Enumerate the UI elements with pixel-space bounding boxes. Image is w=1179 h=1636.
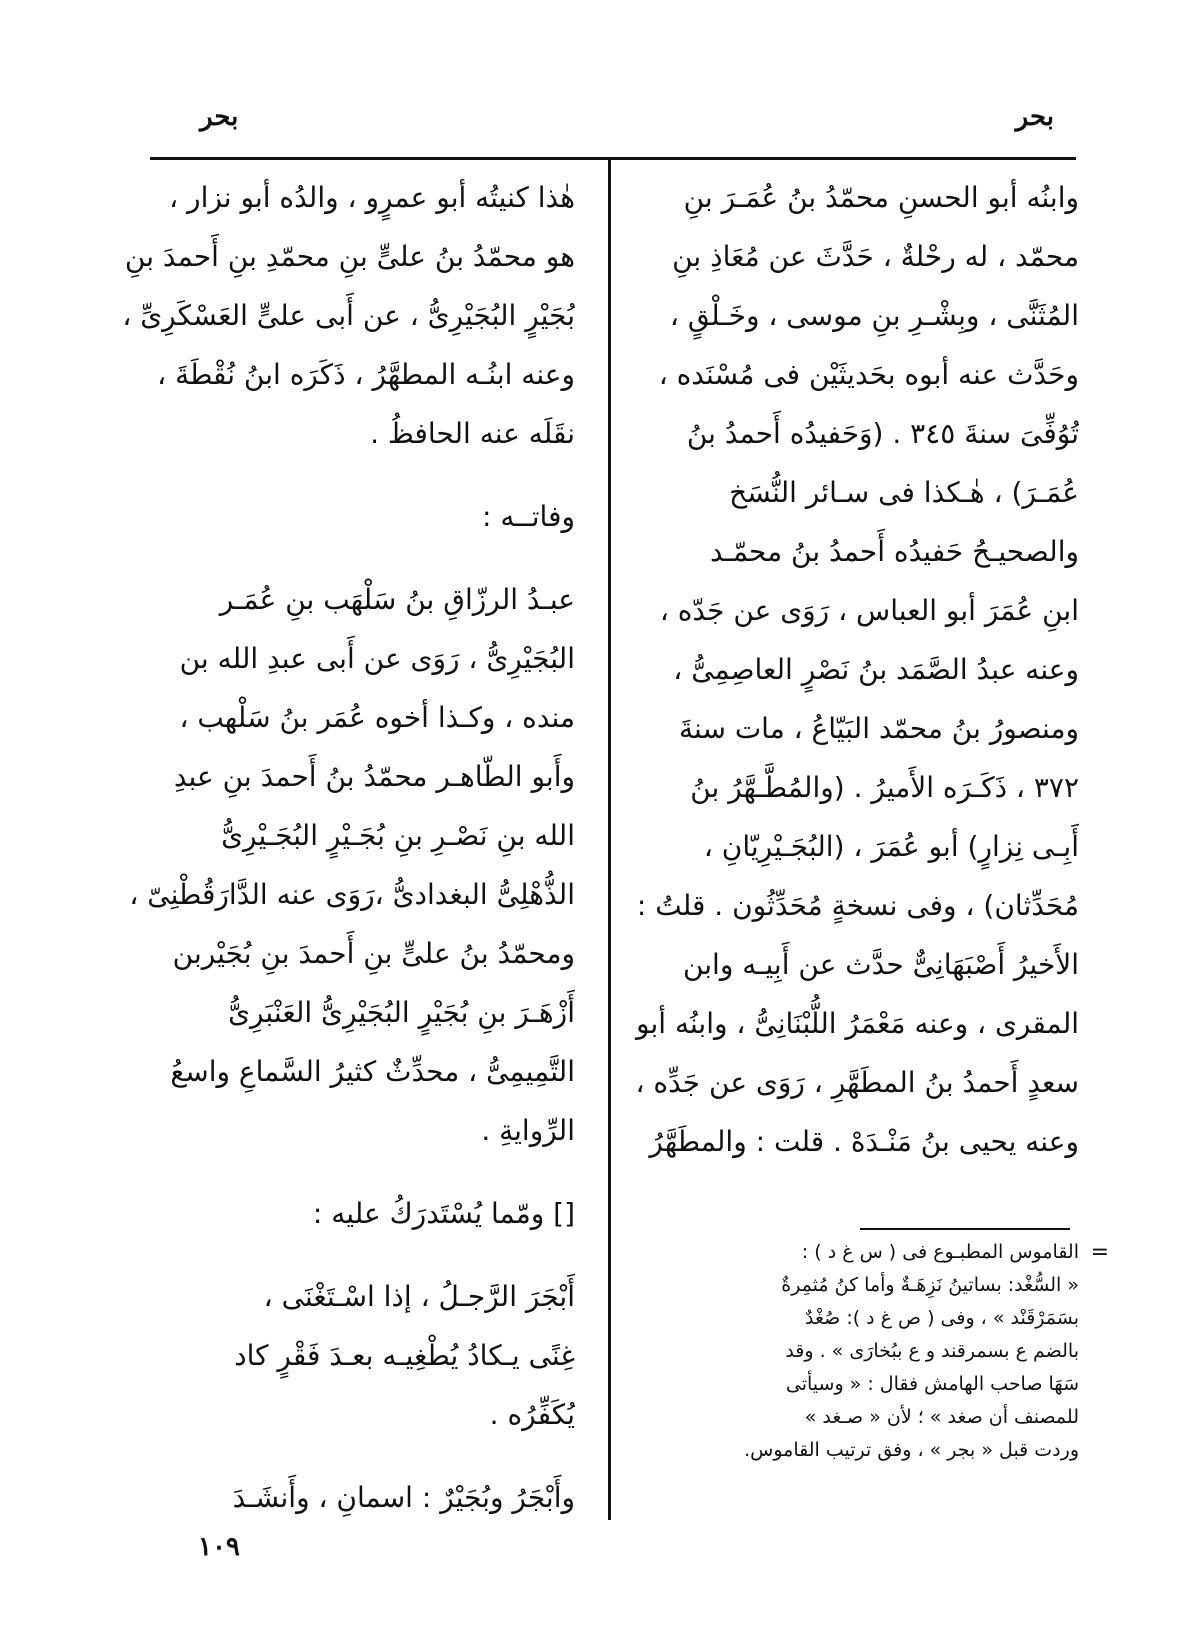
footnote-continuation-mark: = [1090,1240,1109,1265]
footnote-line: وردت قبل « بجر » ، وفق ترتيب القاموس. [744,1439,1079,1461]
text-line: التَّمِيمِىُّ ، محدِّثٌ كثيرُ السَّماعِ واسعُ [170,1055,575,1088]
text-line: عُمَـرَ) ، هٰـكذا فى سـائر النُّسَخ [729,476,1079,509]
text-line: والصحيـحُ حَفيدُه أَحمدُ بنُ محمّـد [709,535,1079,568]
footnote-line: للمصنف أن صغد » ؛ لأن « صـغد » [804,1406,1079,1428]
text-line: الذُّهْلِىُّ البغدادىُّ ،رَوَى عنه الدَّارَقُطْنِىّ ، [129,878,575,911]
spacer [113,1444,575,1468]
column-divider [608,160,611,1520]
text-line: الرِّوايةِ . [481,1114,575,1147]
text-line: ومحمّدُ بنُ علىٍّ بنِ أَحمدَ بنِ بُجَيْربن [172,937,575,970]
text-line: البُجَيْرِىُّ ، رَوَى عن أَبى عبدِ الله بن [179,642,575,675]
text-line: وحَدَّث عنه أبوه بحَديثَيْن فى مُسْنَده ، [658,358,1079,391]
footnote-rule [860,1228,1070,1230]
text-line: وابنُه أبو الحسنِ محمّدُ بنُ عُمَـرَ بنِ [683,181,1079,214]
text-line: وعنه عبدُ الصَّمَد بنُ نَصْرٍ العاصِمِىُّ ، [673,653,1079,686]
text-line: وعنه يحيى بنُ مَنْـدَهْ . قلت : والمطَهَّرُ [649,1125,1079,1158]
running-header-right: بحر [1015,102,1054,132]
text-line: الأَخيرُ أَصْبَهَانِىٌّ حدَّث عن أَبِيـه وابن [682,948,1079,981]
footnote [627,1236,1079,1467]
text-line: نقَلَه عنه الحافظُ . [370,417,575,450]
footnote-line: بالضم ع بسمرقند و ع ببُخارَى » . وقد [785,1340,1079,1362]
text-line: منده ، وكـذا أخوه عُمَر بنُ سَلْهب ، [179,701,575,734]
spacer [113,546,575,570]
text-line: محمّد ، له رحْلةٌ ، حَدَّثَ عن مُعَاذِ بنِ [672,240,1079,273]
text-line: أَبْجَرَ الرَّجـلُ ، إذا اسْـتَغْنَى ، [263,1280,575,1313]
text-line: أَبِـى نِزارٍ) أبو عُمَرَ ، (البُجَـيْرِيّانِ ، [703,830,1079,863]
header-rule [150,157,1076,160]
page-number: ١٠٩ [198,1532,240,1562]
spacer [113,1160,575,1184]
footnote-line: بسَمَرْقَنْد » ، وفى ( ص غ د ): صُغْدٌ [805,1307,1079,1329]
text-line: ومنصورُ بنُ محمّد البَيّاعُ ، مات سنةَ [679,712,1079,745]
running-header-left: بحر [200,102,239,132]
text-line: الله بنِ نَصْـرِ بنِ بُجَـيْرٍ البُجَـيْرِىُّ [221,819,575,852]
text-line: المقرى ، وعنه مَعْمَرُ اللُّبْنَانِىُّ ، وابنُه أبو [636,1007,1079,1040]
text-line: يُكَفِّرُه . [489,1398,575,1431]
left-column [113,168,575,1527]
text-line: أَزْهَـرَ بنِ بُجَيْرٍ البُجَيْرِىُّ العَنْبَرِىُّ [228,996,575,1029]
text-line: هٰذا كنيتُه أبو عمرٍو ، والدُه أبو نزار ، [169,181,575,214]
text-line: ابنِ عُمَرَ أبو العباس ، رَوَى عن جَدّه ، [659,594,1079,627]
text-line: وأَبو الطّاهـر محمّدُ بنُ أَحمدَ بنِ عبدِ [173,760,575,793]
footnote-line: القاموس المطبـوع فى ( س غ د ) : [801,1241,1079,1263]
text-line: ٣٧٢ ، ذَكَـرَه الأَميرُ . (والمُطَّـهَّرُ بنُ [690,771,1079,804]
text-line: وعنه ابنُـه المطهَّرُ ، ذَكَرَه ابنُ نُقْطَةَ ، [157,358,575,391]
text-line: وأَبْجَرُ وبُجَيْرٌ : اسمانِ ، وأَنشَـدَ [232,1481,575,1514]
text-line: بُجَيْرٍ البُجَيْرِىُّ ، عن أَبى علىٍّ العَسْكَرِىِّ ، [122,299,575,332]
spacer [113,1243,575,1267]
footnote-line: سَهَا صاحب الهامش فقال : « وسيأتى [785,1373,1079,1395]
right-column [627,168,1079,1171]
text-line: مُحَدِّثان) ، وفى نسخةٍ مُحَدِّثُون . قلتُ : [636,889,1079,922]
text-line: غِنًى يـكادُ يُطْغِيـه بعـدَ فَقْرٍ كاد [234,1339,575,1372]
spacer [113,463,575,487]
text-line: المُثَنَّى ، وبِشْـرِ بنِ موسى ، وخَـلْقٍ ، [669,299,1079,332]
text-line: تُوُفِّىَ سنةَ ٣٤٥ . (وَحَفيدُه أَحمدُ بنُ [686,417,1079,450]
text-line: عبـدُ الرزّاقِ بنُ سَلْهَب بنِ عُمَـر [219,583,575,616]
section-heading: وفاتــه : [482,500,575,533]
text-line: هو محمّدُ بنُ علىٍّ بنِ محمّدِ بنِ أَحمدَ بنِ [124,240,575,273]
footnote-line: « السُّغْد: بساتينُ نَزِهَـةٌ وأما كنُ مُثمِرةٌ [781,1274,1079,1296]
mustadrak-heading: [] ومّما يُسْتَدرَكُ عليه : [312,1197,575,1230]
text-line: سعدٍ أَحمدُ بنُ المطَهَّرِ ، رَوَى عن جَدِّه ، [635,1066,1079,1099]
